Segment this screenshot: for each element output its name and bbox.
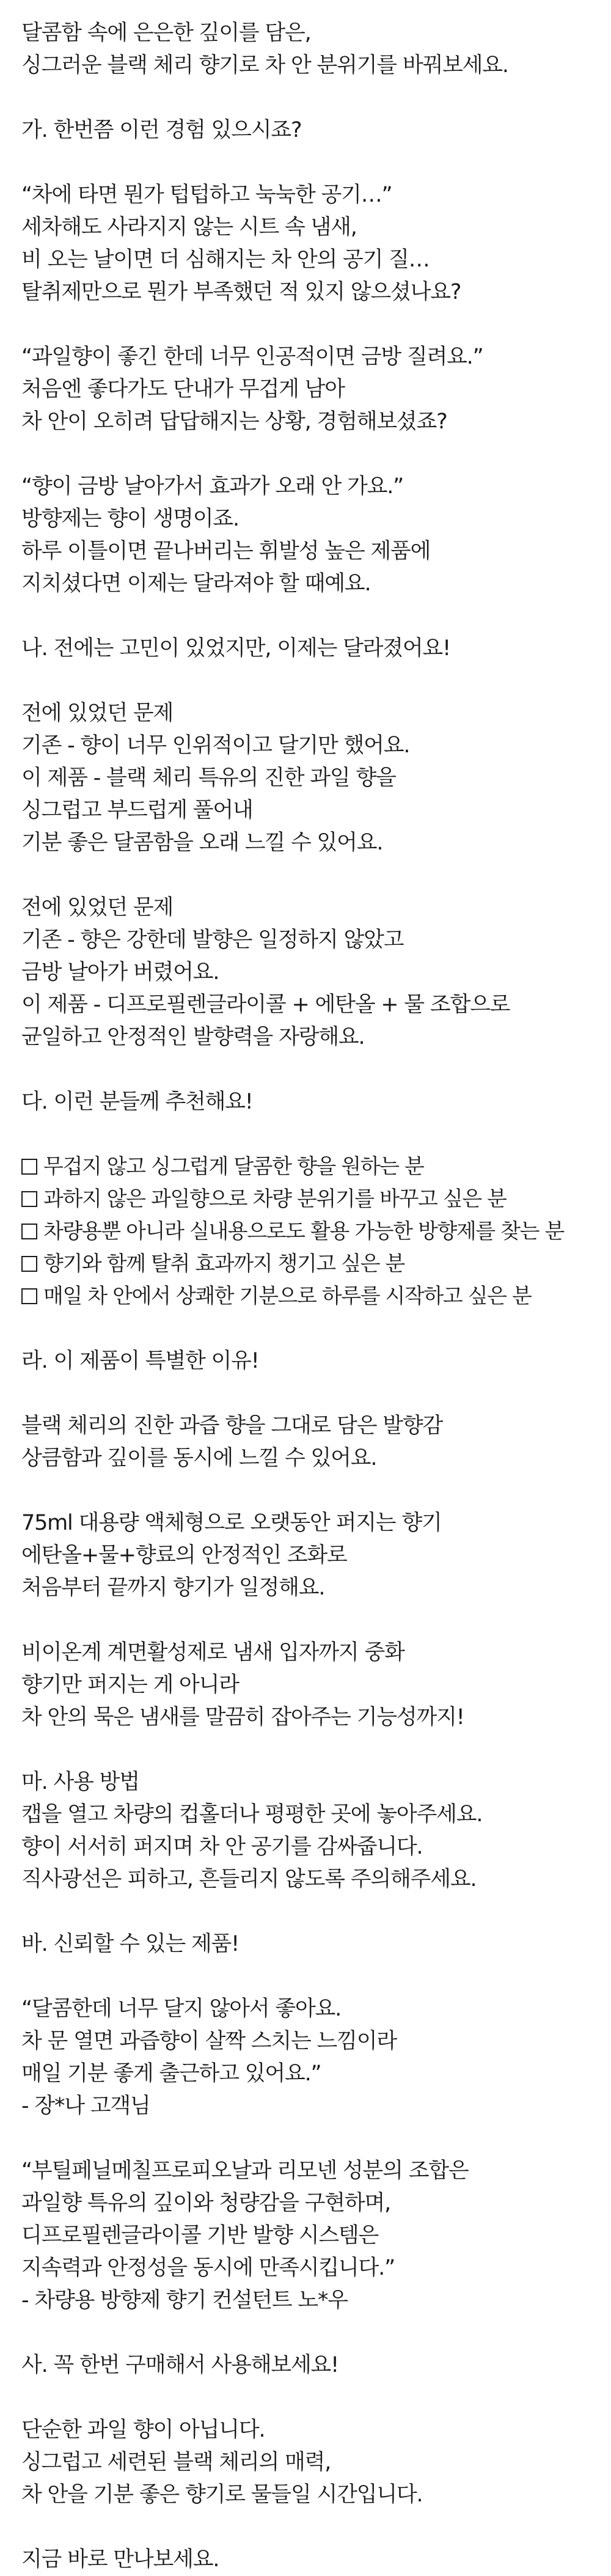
spacer: [21, 1734, 611, 1766]
spacer: [21, 1118, 611, 1151]
comparison-before: 기존 - 향은 강한데 발향은 일정하지 않았고: [21, 928, 404, 952]
spacer: [21, 1961, 611, 1993]
comparison-after: 균일하고 안정적인 발향력을 자랑해요.: [21, 1025, 365, 1049]
review-text: 매일 기분 좋게 출근하고 있어요.”: [21, 2061, 321, 2086]
pain-point-block: [21, 471, 611, 600]
feature-text: 차 안의 묵은 냄새를 말끔히 잡아주는 기능성까지!: [21, 1705, 464, 1730]
feature-text: 상큼함과 깊이를 동시에 느낄 수 있어요.: [21, 1446, 377, 1470]
review-text: 지속력과 안정성을 동시에 만족시킵니다.”: [21, 2256, 395, 2280]
comparison-before: 금방 날아가 버렸어요.: [21, 960, 219, 985]
checkbox-icon: [21, 1256, 37, 1272]
comparison-block: [21, 697, 611, 859]
usage-block: [21, 1766, 611, 1896]
checklist-item: [21, 1151, 611, 1183]
pain-point-text: 차 안이 오히려 답답해지는 상황, 경험해보셨죠?: [21, 409, 447, 434]
usage-step: 캡을 열고 차량의 컵홀더나 평평한 곳에 놓아주세요.: [21, 1802, 483, 1827]
pain-point-quote: “차에 타면 뭔가 텁텁하고 눅눅한 공기…”: [21, 183, 392, 207]
closing-text: 단순한 과일 향이 아닙니다.: [21, 2418, 265, 2442]
spacer: [21, 1313, 611, 1345]
feature-block: [21, 1507, 611, 1604]
recommendation-checklist: [21, 1151, 611, 1313]
checkbox-icon: [21, 1224, 37, 1239]
spacer: [21, 2382, 611, 2414]
feature-block: [21, 1410, 611, 1475]
usage-step: 직사광선은 피하고, 흔들리지 않도록 주의해주세요.: [21, 1867, 477, 1892]
closing-call-to-action: 지금 바로 만나보세요.: [21, 2547, 219, 2572]
pain-point-text: 탈취제만으로 뭔가 부족했던 적 있지 않으셨나요?: [21, 280, 461, 304]
intro-line: 달콤함 속에 은은한 깊이를 담은,: [21, 21, 311, 45]
closing-block: [21, 2414, 611, 2511]
comparison-block: [21, 892, 611, 1054]
checklist-item-label: 향기와 함께 탈취 효과까지 챙기고 싶은 분: [43, 1252, 404, 1276]
checklist-item: [21, 1183, 611, 1216]
spacer: [21, 309, 611, 341]
pain-point-quote: “과일향이 좋긴 한데 너무 인공적이면 금방 질려요.”: [21, 345, 483, 369]
feature-text: 75ml 대용량 액체형으로 오랫동안 퍼지는 향기: [21, 1511, 442, 1535]
pain-point-text: 처음엔 좋다가도 단내가 무겁게 남아: [21, 377, 345, 402]
spacer: [21, 2511, 611, 2544]
customer-review: [21, 1993, 611, 2123]
checkbox-icon: [21, 1191, 37, 1207]
closing-text: 차 안을 기분 좋은 향기로 물들일 시간입니다.: [21, 2482, 423, 2507]
checkbox-icon: [21, 1159, 37, 1175]
comparison-after: 기분 좋은 달콤함을 오래 느낄 수 있어요.: [21, 831, 383, 855]
review-text: “부틸페닐메칠프로피오날과 리모넨 성분의 조합은: [21, 2159, 469, 2183]
section-heading-sa: 사. 꼭 한번 구매해서 사용해보세요!: [21, 2353, 338, 2377]
pain-point-text: 하루 이틀이면 끝나버리는 휘발성 높은 제품에: [21, 539, 431, 563]
spacer: [21, 859, 611, 892]
review-author: - 장*나 고객님: [21, 2094, 150, 2118]
spacer: [21, 1896, 611, 1928]
feature-text: 블랙 체리의 진한 과즙 향을 그대로 담은 발향감: [21, 1414, 443, 1438]
pain-point-quote: “향이 금방 날아가서 효과가 오래 안 가요.”: [21, 474, 404, 499]
pain-point-block: [21, 341, 611, 438]
intro-block: [21, 17, 611, 82]
comparison-title: 전에 있었던 문제: [21, 701, 174, 725]
comparison-after: 이 제품 - 블랙 체리 특유의 진한 과일 향을: [21, 766, 396, 790]
spacer: [21, 600, 611, 633]
pain-point-block: [21, 179, 611, 309]
comparison-before: 기존 - 향이 너무 인위적이고 달기만 했어요.: [21, 733, 410, 758]
comparison-after: 이 제품 - 디프로필렌글라이콜 + 에탄올 + 물 조합으로: [21, 993, 510, 1017]
intro-line: 싱그러운 블랙 체리 향기로 차 안 분위기를 바꿔보세요.: [21, 53, 508, 78]
pain-point-text: 세차해도 사라지지 않는 시트 속 냄새,: [21, 215, 357, 240]
checklist-item-label: 차량용뿐 아니라 실내용으로도 활용 가능한 방향제를 찾는 분: [43, 1219, 564, 1244]
comparison-after: 싱그럽고 부드럽게 풀어내: [21, 798, 253, 823]
spacer: [21, 1054, 611, 1086]
review-text: 차 문 열면 과즙향이 살짝 스치는 느낌이라: [21, 2029, 397, 2053]
usage-step: 향이 서서히 퍼지며 차 안 공기를 감싸줍니다.: [21, 1835, 423, 1859]
checklist-item: [21, 1248, 611, 1280]
checklist-item-label: 과하지 않은 과일향으로 차량 분위기를 바꾸고 싶은 분: [43, 1187, 507, 1211]
spacer: [21, 2123, 611, 2155]
expert-review: [21, 2155, 611, 2317]
spacer: [21, 1378, 611, 1410]
feature-block: [21, 1637, 611, 1734]
feature-text: 향기만 퍼지는 게 아니라: [21, 1673, 239, 1697]
comparison-title: 전에 있었던 문제: [21, 895, 174, 920]
section-heading-ba: 바. 신뢰할 수 있는 제품!: [21, 1932, 239, 1956]
review-text: “달콤한데 너무 달지 않아서 좋아요.: [21, 1997, 342, 2021]
feature-text: 비이온계 계면활성제로 냄새 입자까지 중화: [21, 1640, 404, 1665]
pain-point-text: 지치셨다면 이제는 달라져야 할 때예요.: [21, 571, 371, 596]
review-text: 과일향 특유의 깊이와 청량감을 구현하며,: [21, 2191, 390, 2215]
checklist-item: [21, 1280, 611, 1313]
checklist-item-label: 무겁지 않고 싱그럽게 달콤한 향을 원하는 분: [43, 1154, 424, 1179]
spacer: [21, 1475, 611, 1507]
spacer: [21, 2317, 611, 2349]
spacer: [21, 82, 611, 114]
spacer: [21, 1604, 611, 1637]
closing-text: 싱그럽고 세련된 블랙 체리의 매력,: [21, 2450, 331, 2475]
spacer: [21, 438, 611, 471]
spacer: [21, 665, 611, 697]
feature-text: 에탄올+물+향료의 안정적인 조화로: [21, 1543, 347, 1568]
feature-text: 처음부터 끝까지 향기가 일정해요.: [21, 1576, 325, 1600]
section-heading-ma: 마. 사용 방법: [21, 1770, 139, 1794]
section-heading-na: 나. 전에는 고민이 있었지만, 이제는 달라졌어요!: [21, 636, 450, 661]
section-heading-da: 다. 이런 분들께 추천해요!: [21, 1090, 253, 1114]
checklist-item: [21, 1216, 611, 1248]
spacer: [21, 147, 611, 179]
section-heading-ga: 가. 한번쯤 이런 경험 있으시죠?: [21, 118, 302, 142]
checkbox-icon: [21, 1288, 37, 1304]
review-text: 디프로필렌글라이콜 기반 발향 시스템은: [21, 2223, 379, 2248]
checklist-item-label: 매일 차 안에서 상쾌한 기분으로 하루를 시작하고 싶은 분: [43, 1284, 532, 1308]
section-heading-ra: 라. 이 제품이 특별한 이유!: [21, 1349, 259, 1373]
pain-point-text: 비 오는 날이면 더 심해지는 차 안의 공기 질…: [21, 248, 430, 272]
pain-point-text: 방향제는 향이 생명이죠.: [21, 507, 239, 531]
review-author: - 차량용 방향제 향기 컨설턴트 노*우: [21, 2288, 348, 2313]
